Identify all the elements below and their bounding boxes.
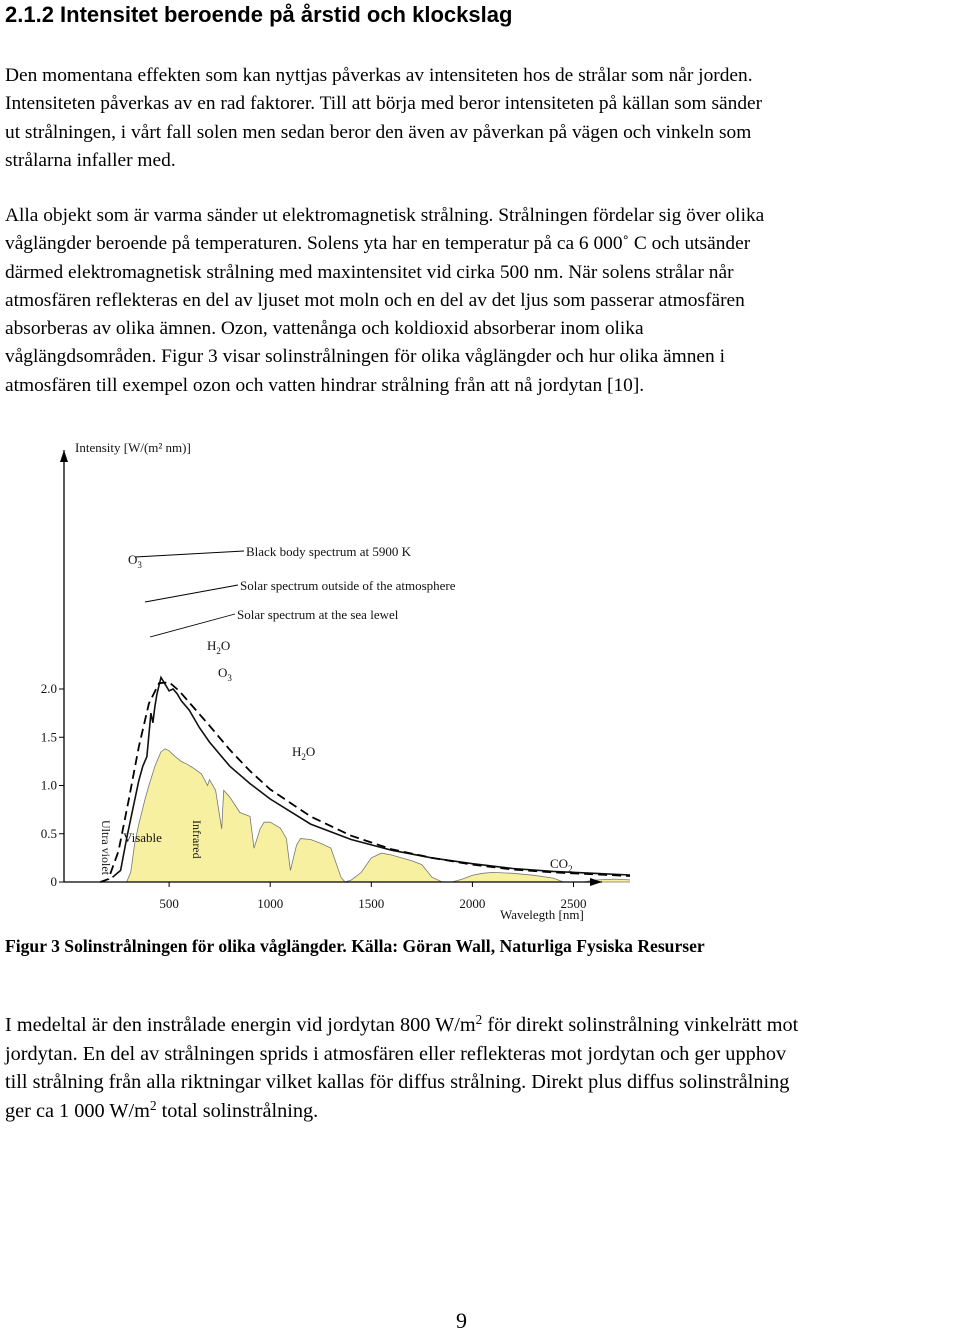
x-tick-label: 1000 bbox=[257, 896, 284, 911]
annotation-o3-mid bbox=[218, 665, 232, 683]
page-number: 9 bbox=[456, 1308, 467, 1333]
text-line: våglängder beroende på temperaturen. Solens yta har en temperatur på ca 6 000˚ C och utsänder bbox=[5, 233, 751, 255]
text-line: atmosfären reflekteras en del av ljuset mot moln och en del av det ljus som passerar atmosfären bbox=[5, 289, 745, 311]
superscript: 2 bbox=[149, 1097, 157, 1113]
legend-leader-line bbox=[145, 585, 238, 602]
text-line: Den momentana effekten som kan nyttjas påverkas av intensiteten hos de strålar som når jorden. bbox=[5, 65, 753, 86]
annotation-h2o-mid bbox=[292, 744, 315, 762]
annotation-sub: 2 bbox=[301, 752, 306, 762]
section-heading: 2.1.2 Intensitet beroende på årstid och klockslag bbox=[5, 2, 513, 27]
text-line bbox=[5, 1097, 960, 1126]
paragraph-radiation bbox=[5, 202, 960, 400]
y-tick-label: 0.5 bbox=[40, 825, 57, 841]
x-tick-label: 2500 bbox=[560, 896, 587, 911]
paragraph-intro bbox=[5, 62, 960, 175]
annotation-o3-top bbox=[128, 552, 142, 570]
legend-leader-line bbox=[135, 551, 244, 557]
text-part: I medeltal är den instrålade energin vid jordytan 800 W/m bbox=[5, 1014, 476, 1036]
legend-leader-line bbox=[150, 614, 235, 637]
figure-caption: Figur 3 Solinstrålningen för olika våglängder. Källa: Göran Wall, Naturliga Fysiska Resurser bbox=[5, 936, 705, 956]
text-line: atmosfären till exempel ozon och vatten hindrar strålning från att nå jordytan [10]. bbox=[5, 374, 645, 396]
legend-leaders bbox=[135, 551, 244, 637]
annotation-h2o-top bbox=[207, 638, 230, 656]
annotation-text: O bbox=[218, 665, 228, 680]
text-part: ger ca 1 000 W/m bbox=[5, 1099, 150, 1122]
text-line: därmed elektromagnetisk strålning med maxintensitet vid cirka 500 nm. När solens strålar når bbox=[5, 261, 734, 283]
annotation-text: H bbox=[207, 638, 217, 653]
y-tick-label: 1.0 bbox=[40, 777, 57, 793]
annotation-text: CO bbox=[550, 856, 569, 871]
annotation-text: O bbox=[128, 552, 138, 567]
annotation-after: O bbox=[220, 638, 231, 653]
annotation-after: O bbox=[305, 744, 316, 759]
y-axis-label: Intensity [W/(m² nm)] bbox=[75, 440, 191, 455]
x-tick-label: 1500 bbox=[358, 896, 385, 911]
text-line: ut strålningen, i vårt fall solen men sedan beror den även av påverkan på vägen och vinkeln som bbox=[5, 121, 752, 143]
x-tick-label: 500 bbox=[159, 896, 179, 911]
text-line: absorberas av olika ämnen. Ozon, vattenånga och koldioxid absorberar inom olika bbox=[5, 318, 644, 340]
text-part: total solinstrålning. bbox=[156, 1099, 319, 1122]
legend-solar-sea-level: Solar spectrum at the sea lewel bbox=[237, 607, 399, 622]
text-line: Intensiteten påverkas av en rad faktorer. Till att börja med beror intensiteten på källan som sänder bbox=[5, 93, 763, 115]
text-line: till strålning från alla riktningar vilket kallas för diffus strålning. Direkt plus diffus solinstrålning bbox=[5, 1071, 790, 1093]
superscript: 2 bbox=[475, 1011, 483, 1027]
annotation-visable: Visable bbox=[123, 830, 162, 845]
y-tick-label: 2.0 bbox=[40, 681, 57, 696]
annotation-sub: 3 bbox=[137, 560, 142, 570]
annotation-ultraviolet: Ultra violet bbox=[99, 820, 113, 875]
text-line: jordytan. En del av strålningen sprids i atmosfären eller reflekteras mot jordytan och ger upphov bbox=[5, 1042, 787, 1065]
x-axis-arrow-icon bbox=[590, 878, 602, 886]
y-axis-arrow-icon bbox=[60, 450, 68, 462]
x-tick-label: 2000 bbox=[459, 896, 486, 911]
text-line: strålarna infaller med. bbox=[5, 149, 176, 171]
solar-spectrum-chart bbox=[30, 432, 630, 932]
annotation-text: H bbox=[292, 744, 302, 759]
text-line: våglängdsområden. Figur 3 visar solinstrålningen för olika våglängder och hur olika ämnen i bbox=[5, 346, 725, 368]
annotation-sub: 2 bbox=[216, 646, 221, 656]
y-tick-label: 1.5 bbox=[40, 729, 57, 745]
text-line bbox=[5, 1011, 960, 1040]
y-tick-label: 0 bbox=[50, 874, 57, 889]
x-axis-label: Wavelegth [nm] bbox=[500, 907, 584, 922]
legend-solar-outside: Solar spectrum outside of the atmosphere bbox=[240, 578, 456, 593]
legend-black-body: Black body spectrum at 5900 K bbox=[246, 544, 411, 559]
annotation-sub: 3 bbox=[227, 673, 232, 683]
text-line: Alla objekt som är varma sänder ut elektromagnetisk strålning. Strålningen fördelar sig över olika bbox=[5, 205, 765, 226]
text-part: för direkt solinstrålning vinkelrätt mot bbox=[482, 1014, 799, 1036]
annotation-infrared: Infrared bbox=[190, 820, 204, 859]
annotation-sub: 2 bbox=[568, 864, 573, 874]
paragraph-irradiance bbox=[5, 1011, 960, 1125]
